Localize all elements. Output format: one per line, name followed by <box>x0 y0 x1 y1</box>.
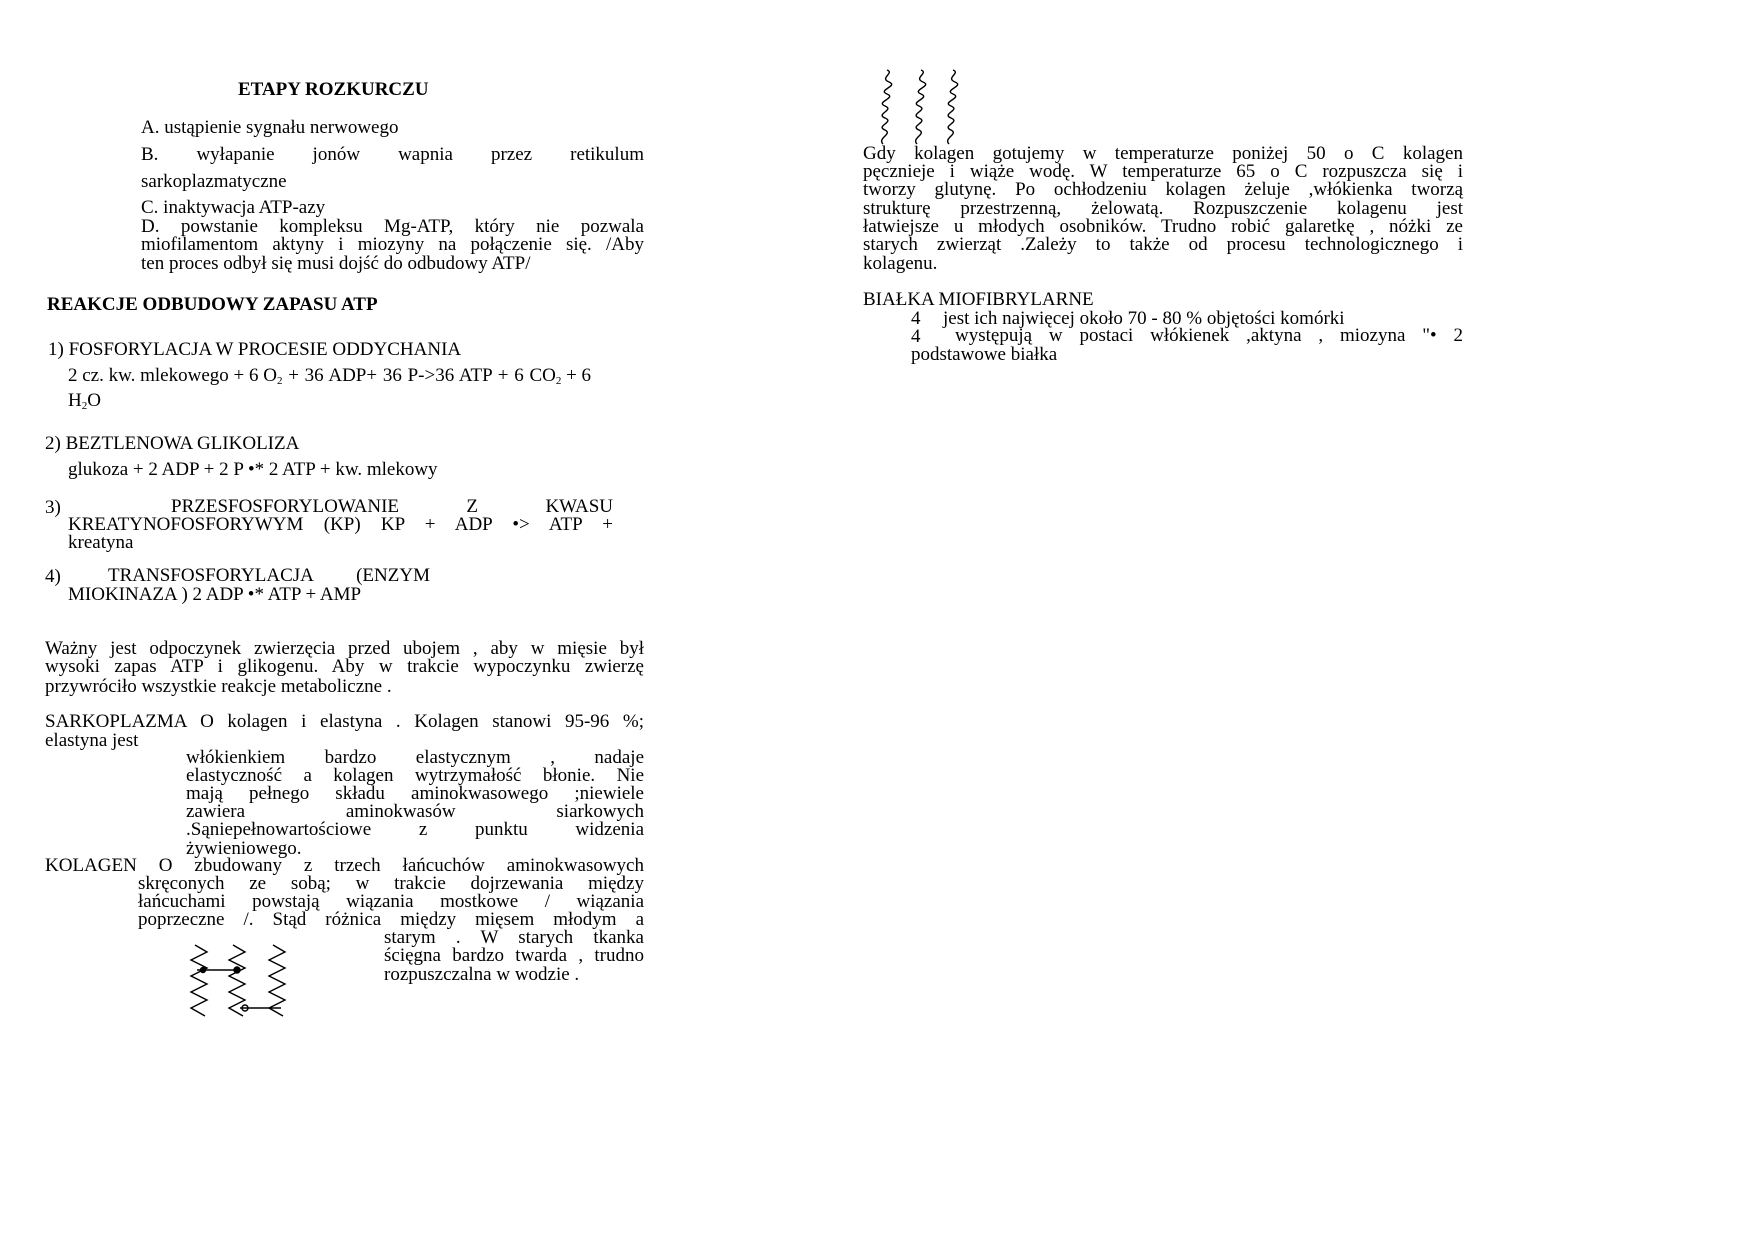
sarkoplazma-indent-4: zawiera aminokwasów siarkowych <box>186 801 644 822</box>
stage-d-line2: miofilamentom aktyny i miozyny na połączenie się. /Aby <box>141 234 644 255</box>
stage-b-line1: B. wyłapanie jonów wapnia przez retikulum <box>141 144 644 165</box>
reaction-4-line1: TRANSFOSFORYLACJA (ENZYM <box>108 565 430 586</box>
reaction-3-line2: KREATYNOFOSFORYWYM (KP) KP + ADP •> ATP + <box>68 514 613 535</box>
stage-d-line3: ten proces odbył się musi dojść do odbudowy ATP/ <box>141 253 531 274</box>
stage-d-line1: D. powstanie kompleksu Mg-ATP, który nie pozwala <box>141 216 644 237</box>
sarkoplazma-line1: SARKOPLAZMA O kolagen i elastyna . Kolagen stanowi 95-96 %; <box>45 711 644 732</box>
reaction-1-equation: 2 cz. kw. mlekowego + 6 $O_2 + 36$ ADP+ 36 P->36 ATP + 6 $CO_2 + 6$ <box>68 365 592 387</box>
collagen-paragraph-line7: kolagenu. <box>863 253 938 274</box>
sarkoplazma-indent-1: włókienkiem bardzo elastycznym , nadaje <box>186 747 644 768</box>
kolagen-line1: KOLAGEN O zbudowany z trzech łańcuchów aminokwasowych <box>45 855 644 876</box>
collagen-paragraph-line2: pęcznieje i wiąże wodę. W temperaturze 65 o C rozpuszcza się i <box>863 161 1463 182</box>
collagen-paragraph-line6: starych zwierząt .Zależy to także od procesu technologicznego i <box>863 234 1463 255</box>
kolagen-right-2: ścięgna bardzo twarda , trudno <box>384 945 644 966</box>
reaction-2-title: 2) BEZTLENOWA GLIKOLIZA <box>45 433 300 454</box>
reaction-1-title: 1) FOSFORYLACJA W PROCESIE ODDYCHANIA <box>48 339 462 360</box>
collagen-paragraph-line5: łatwiejsze u młodych osobników. Trudno robić galaretkę , nóżki ze <box>863 216 1463 237</box>
collagen-paragraph-line3: tworzy glutynę. Po ochłodzeniu kolagen żeluje ,włókienka tworzą <box>863 179 1463 200</box>
reaction-4-number: 4) <box>45 566 61 587</box>
stages-title: ETAPY ROZKURCZU <box>238 79 429 100</box>
bialka-item1-number: 4 <box>911 308 921 329</box>
collagen-crosslinked-chains-figure <box>185 942 295 1022</box>
bialka-title: BIAŁKA MIOFIBRYLARNE <box>863 289 1094 310</box>
collagen-paragraph-line4: strukturę przestrzenną, żelowatą. Rozpuszczenie kolagenu jest <box>863 198 1463 219</box>
bialka-item2-text: występują w postaci włókienek ,aktyna , miozyna "• 2 <box>955 325 1463 346</box>
sarkoplazma-indent-5: .Sąniepełnowartościowe z punktu widzenia <box>186 819 644 840</box>
sarkoplazma-indent-6: żywieniowego. <box>186 838 302 859</box>
rest-paragraph-line3: przywróciło wszystkie reakcje metaboliczne . <box>45 676 392 697</box>
rest-paragraph-line1: Ważny jest odpoczynek zwierzęcia przed ubojem , aby w mięsie był <box>45 638 644 659</box>
kolagen-indent-1: skręconych ze sobą; w trakcie dojrzewania między <box>138 873 644 894</box>
bialka-item2-line2: podstawowe białka <box>911 344 1058 365</box>
kolagen-indent-2: łańcuchami powstają wiązania mostkowe / wiązania <box>138 891 644 912</box>
sarkoplazma-line2: elastyna jest <box>45 730 139 751</box>
kolagen-indent-3: poprzeczne /. Stąd różnica między mięsem młodym a <box>138 909 644 930</box>
rest-paragraph-line2: wysoki zapas ATP i glikogenu. Aby w trakcie wypoczynku zwierzę <box>45 656 644 677</box>
sarkoplazma-indent-3: mają pełnego składu aminokwasowego ;niewiele <box>186 783 644 804</box>
kolagen-right-3: rozpuszczalna w wodzie . <box>384 964 580 985</box>
bialka-item1-text: jest ich najwięcej około 70 - 80 % objętości komórki <box>943 308 1345 329</box>
collagen-triple-helix-figure <box>873 68 973 146</box>
stage-b-line2: sarkoplazmatyczne <box>141 171 287 192</box>
stage-c: C. inaktywacja ATP-azy <box>141 197 326 218</box>
section-heading-atp: REAKCJE ODBUDOWY ZAPASU ATP <box>47 294 378 315</box>
stage-a: A. ustąpienie sygnału nerwowego <box>141 117 399 138</box>
reaction-3-line3: kreatyna <box>68 532 134 553</box>
reaction-4-line2: MIOKINAZA ) 2 ADP •* ATP + AMP <box>68 584 362 605</box>
sarkoplazma-indent-2: elastyczność a kolagen wytrzymałość błonie. Nie <box>186 765 644 786</box>
reaction-3-line1: PRZESFOSFORYLOWANIE Z KWASU <box>171 496 613 517</box>
collagen-paragraph-line1: Gdy kolagen gotujemy w temperaturze poniżej 50 o C kolagen <box>863 143 1463 164</box>
kolagen-right-1: starym . W starych tkanka <box>384 927 644 948</box>
reaction-2-equation: glukoza + 2 ADP + 2 P •* 2 ATP + kw. mlekowy <box>68 459 438 480</box>
reaction-1-equation-line2: $H_2O$ <box>68 390 101 412</box>
bialka-item2-number: 4 <box>911 326 921 347</box>
reaction-3-number: 3) <box>45 497 61 518</box>
